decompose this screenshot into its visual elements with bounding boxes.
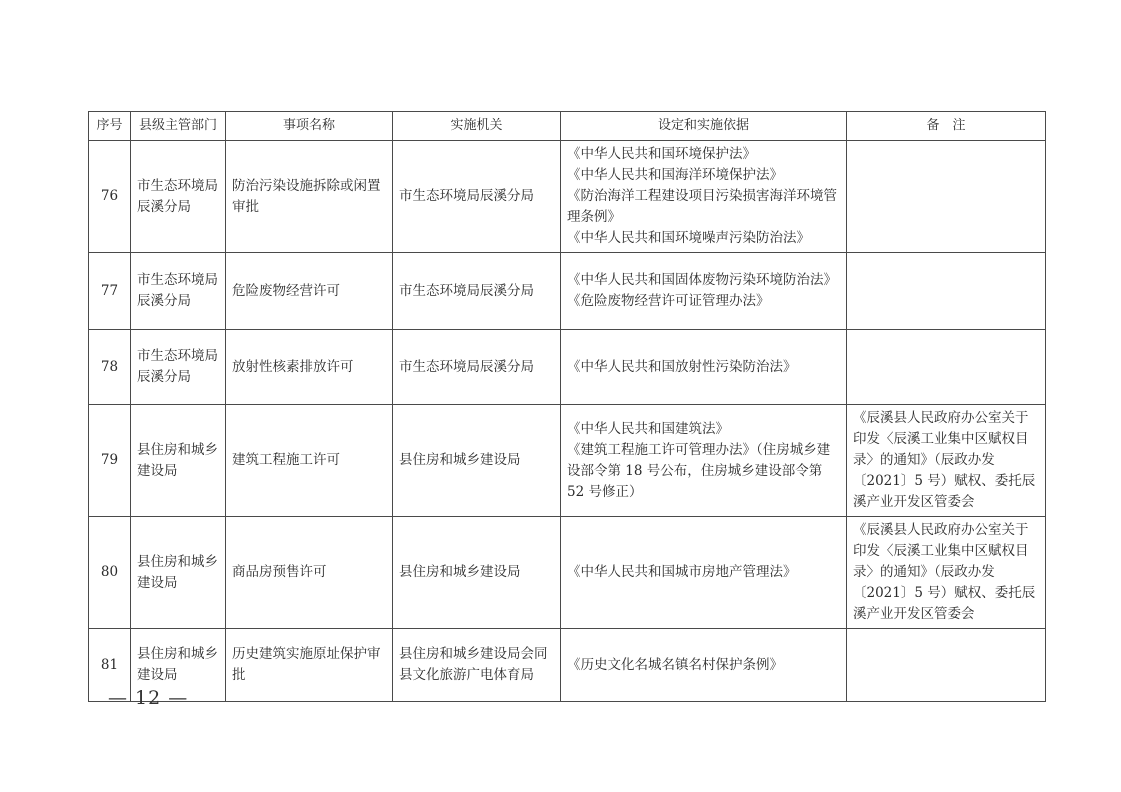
cell-legal-basis bbox=[561, 405, 847, 517]
cell-remarks: 《辰溪县人民政府办公室关于印发〈辰溪工业集中区赋权目录〉的通知》（辰政办发〔2021〕5 号）赋权、委托辰溪产业开发区管委会 bbox=[847, 405, 1046, 517]
header-remarks: 备 注 bbox=[847, 112, 1046, 141]
table-row bbox=[89, 330, 1046, 405]
cell-remarks bbox=[847, 253, 1046, 330]
cell-legal-basis bbox=[561, 330, 847, 405]
cell-county-dept: 县住房和城乡建设局 bbox=[131, 629, 226, 702]
cell-item-name: 商品房预售许可 bbox=[226, 517, 393, 629]
header-county-dept: 县级主管部门 bbox=[131, 112, 226, 141]
basis-entry: 《历史文化名城名镇名村保护条例》 bbox=[567, 656, 783, 673]
cell-remarks bbox=[847, 141, 1046, 253]
cell-implementing-agency: 县住房和城乡建设局 bbox=[393, 405, 561, 517]
header-implementing-agency: 实施机关 bbox=[393, 112, 561, 141]
cell-implementing-agency: 县住房和城乡建设局会同县文化旅游广电体育局 bbox=[393, 629, 561, 702]
page-number: — 12 — bbox=[108, 687, 189, 709]
header-legal-basis: 设定和实施依据 bbox=[561, 112, 847, 141]
cell-legal-basis bbox=[561, 629, 847, 702]
basis-entry: 《中华人民共和国固体废物污染环境防治法》 bbox=[567, 272, 837, 288]
basis-entry: 《中华人民共和国城市房地产管理法》 bbox=[567, 564, 797, 580]
basis-entry: 《危险废物经营许可证管理办法》 bbox=[567, 293, 770, 309]
table-header-row bbox=[89, 112, 1046, 141]
cell-serial-no: 77 bbox=[89, 253, 131, 330]
cell-county-dept: 县住房和城乡建设局 bbox=[131, 405, 226, 517]
cell-county-dept: 市生态环境局辰溪分局 bbox=[131, 141, 226, 253]
cell-remarks: 《辰溪县人民政府办公室关于印发〈辰溪工业集中区赋权目录〉的通知》（辰政办发〔2021〕5 号）赋权、委托辰溪产业开发区管委会 bbox=[847, 517, 1046, 629]
table-row bbox=[89, 629, 1046, 702]
basis-entry: 《中华人民共和国环境噪声污染防治法》 bbox=[567, 230, 810, 246]
cell-county-dept: 市生态环境局辰溪分局 bbox=[131, 253, 226, 330]
basis-entry: 《中华人民共和国放射性污染防治法》 bbox=[567, 358, 797, 375]
cell-remarks bbox=[847, 629, 1046, 702]
table-row bbox=[89, 405, 1046, 517]
basis-entry: 《中华人民共和国海洋环境保护法》 bbox=[567, 167, 783, 183]
cell-county-dept: 市生态环境局辰溪分局 bbox=[131, 330, 226, 405]
cell-item-name: 防治污染设施拆除或闲置审批 bbox=[226, 141, 393, 253]
cell-serial-no: 78 bbox=[89, 330, 131, 405]
cell-item-name: 建筑工程施工许可 bbox=[226, 405, 393, 517]
cell-serial-no: 79 bbox=[89, 405, 131, 517]
cell-serial-no: 81 bbox=[89, 629, 131, 702]
cell-legal-basis bbox=[561, 253, 847, 330]
basis-entry: 《中华人民共和国环境保护法》 bbox=[567, 146, 756, 162]
cell-legal-basis bbox=[561, 517, 847, 629]
table-row bbox=[89, 517, 1046, 629]
cell-item-name: 危险废物经营许可 bbox=[226, 253, 393, 330]
permit-items-table bbox=[88, 111, 1046, 702]
cell-implementing-agency: 市生态环境局辰溪分局 bbox=[393, 330, 561, 405]
header-item-name: 事项名称 bbox=[226, 112, 393, 141]
table-row bbox=[89, 141, 1046, 253]
cell-county-dept: 县住房和城乡建设局 bbox=[131, 517, 226, 629]
cell-legal-basis bbox=[561, 141, 847, 253]
basis-entry: 《防治海洋工程建设项目污染损害海洋环境管理条例》 bbox=[567, 188, 837, 225]
cell-remarks bbox=[847, 330, 1046, 405]
header-serial-no: 序号 bbox=[89, 112, 131, 141]
cell-serial-no: 80 bbox=[89, 517, 131, 629]
basis-entry: 《中华人民共和国建筑法》 bbox=[567, 420, 729, 437]
cell-item-name: 历史建筑实施原址保护审批 bbox=[226, 629, 393, 702]
cell-implementing-agency: 市生态环境局辰溪分局 bbox=[393, 141, 561, 253]
cell-serial-no: 76 bbox=[89, 141, 131, 253]
table-row bbox=[89, 253, 1046, 330]
cell-implementing-agency: 市生态环境局辰溪分局 bbox=[393, 253, 561, 330]
cell-item-name: 放射性核素排放许可 bbox=[226, 330, 393, 405]
basis-entry: 《建筑工程施工许可管理办法》（住房城乡建设部令第 18 号公布，住房城乡建设部令第 52 号修正） bbox=[567, 441, 831, 500]
cell-implementing-agency: 县住房和城乡建设局 bbox=[393, 517, 561, 629]
